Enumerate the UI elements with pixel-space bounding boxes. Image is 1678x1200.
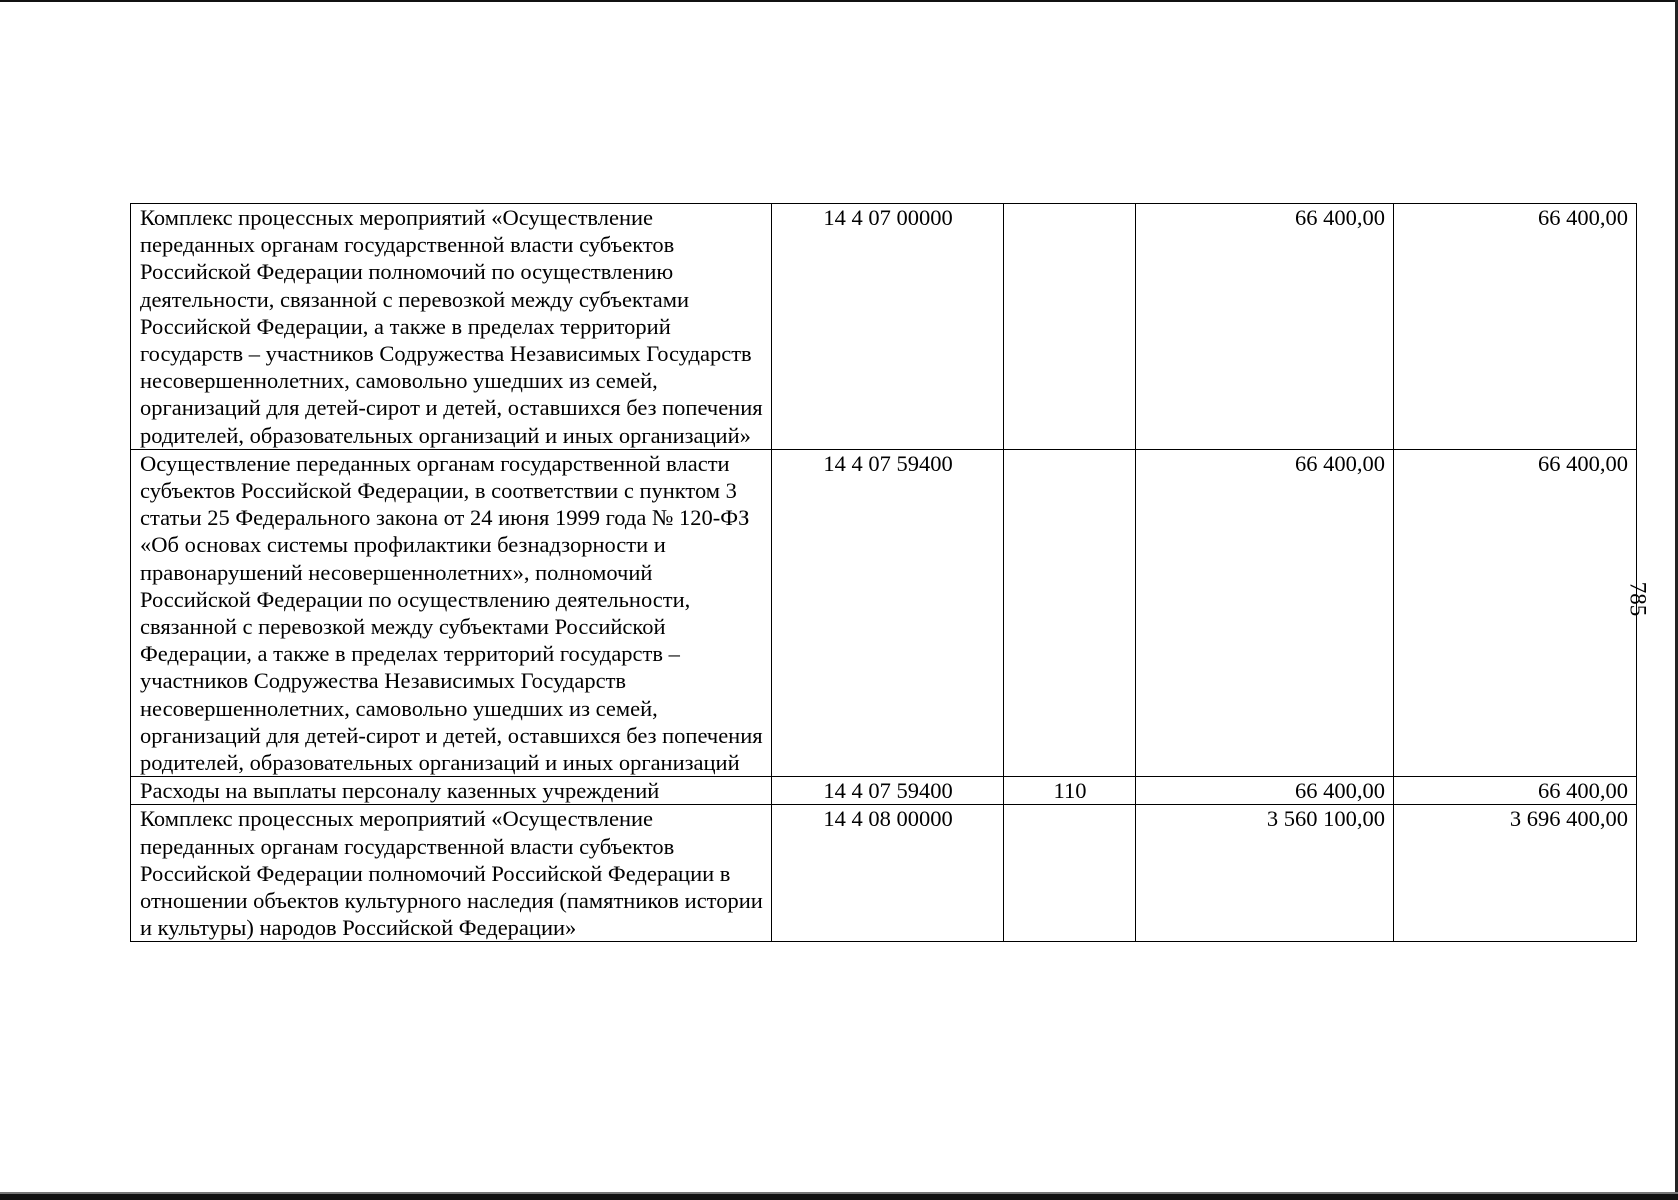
row-vr: 110	[1004, 777, 1136, 805]
row-code: 14 4 07 00000	[772, 204, 1004, 450]
row-code: 14 4 07 59400	[772, 449, 1004, 776]
row-name: Расходы на выплаты персоналу казенных учреждений	[131, 777, 772, 805]
table-row	[131, 805, 1637, 942]
table-row	[131, 204, 1637, 450]
scan-edge-top	[0, 0, 1678, 2]
row-amount-year2: 66 400,00	[1394, 204, 1637, 450]
row-amount-year2: 3 696 400,00	[1394, 805, 1637, 942]
row-name: Комплекс процессных мероприятий «Осуществление переданных органам государственной власти субъектов Российской Федерации полномочий Российской Федерации в отношении объектов культурного наследия (памятников истории и культуры) народов Российской Федерации»	[131, 805, 772, 942]
table-row	[131, 777, 1637, 805]
row-name: Комплекс процессных мероприятий «Осуществление переданных органам государственной власти субъектов Российской Федерации полномочий по осуществлению деятельности, связанной с перевозкой между субъектами Российской Федерации, а также в пределах территорий государств – участников Содружества Независимых Государств несовершеннолетних, самовольно ушедших из семей, организаций для детей-сирот и детей, оставшихся без попечения родителей, образовательных организаций и иных организаций»	[131, 204, 772, 450]
budget-table	[130, 203, 1637, 942]
scan-edge-bottom	[0, 1194, 1678, 1200]
row-code: 14 4 08 00000	[772, 805, 1004, 942]
row-amount-year1: 66 400,00	[1136, 449, 1394, 776]
row-amount-year1: 66 400,00	[1136, 204, 1394, 450]
table-row	[131, 449, 1637, 776]
row-name: Осуществление переданных органам государственной власти субъектов Российской Федерации, в соответствии с пунктом 3 статьи 25 Федерального закона от 24 июня 1999 года № 120-ФЗ «Об основах системы профилактики безнадзорности и правонарушений несовершеннолетних», полномочий Российской Федерации по осуществлению деятельности, связанной с перевозкой между субъектами Российской Федерации, а также в пределах территорий государств – участников Содружества Независимых Государств несовершеннолетних, самовольно ушедших из семей, организаций для детей-сирот и детей, оставшихся без попечения родителей, образовательных организаций и иных организаций	[131, 449, 772, 776]
row-amount-year1: 3 560 100,00	[1136, 805, 1394, 942]
row-vr	[1004, 204, 1136, 450]
row-amount-year2: 66 400,00	[1394, 777, 1637, 805]
row-vr	[1004, 449, 1136, 776]
page-number: 785	[1625, 581, 1651, 617]
row-code: 14 4 07 59400	[772, 777, 1004, 805]
row-vr	[1004, 805, 1136, 942]
row-amount-year2: 66 400,00	[1394, 449, 1637, 776]
row-amount-year1: 66 400,00	[1136, 777, 1394, 805]
